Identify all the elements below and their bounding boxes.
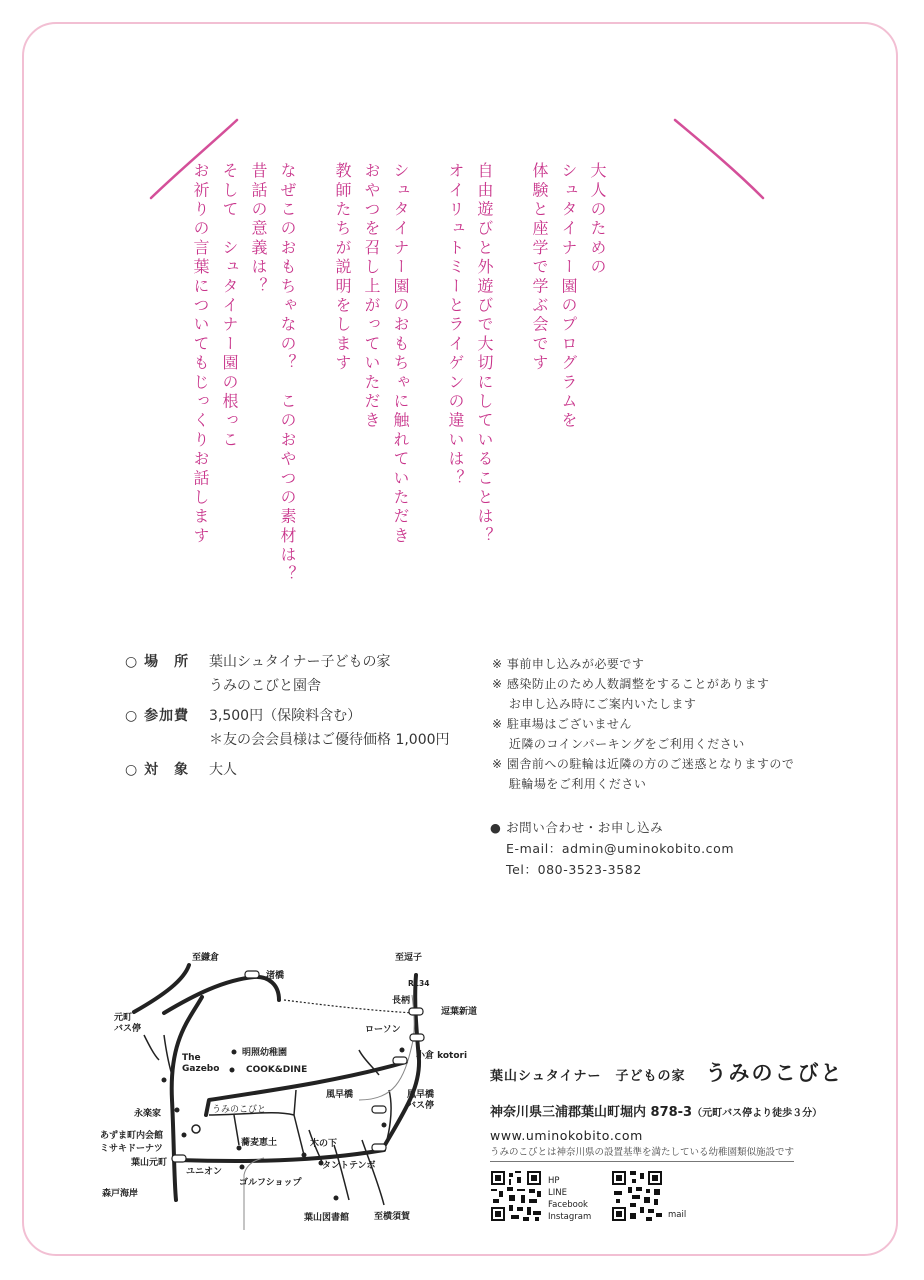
qr-code-hp[interactable] bbox=[491, 1171, 541, 1221]
note-line: お申し込み時にご案内いたします bbox=[492, 697, 697, 711]
event-details bbox=[125, 650, 450, 788]
note-line: ※ 事前申し込みが必要です bbox=[492, 657, 645, 671]
detail-value: 3,500円（保険料含む） bbox=[209, 708, 362, 724]
detail-value: ＊友の会会員様はご優待価格 1,000円 bbox=[209, 732, 450, 748]
detail-key: ○ 対 象 bbox=[125, 762, 190, 778]
map-label: 蕎麦恵土 bbox=[241, 1138, 278, 1148]
map-label: ゴルフショップ bbox=[239, 1178, 302, 1188]
notes-list bbox=[492, 654, 794, 794]
school-website[interactable]: www.uminokobito.com bbox=[490, 1128, 643, 1143]
map-label: The Gazebo bbox=[182, 1053, 220, 1074]
map-label: ユニオン bbox=[186, 1167, 223, 1177]
mail-label: mail bbox=[668, 1210, 687, 1220]
map-label: ミサキドーナツ bbox=[100, 1144, 163, 1154]
map-label: あずま町内会館 bbox=[100, 1131, 164, 1141]
detail-value: 葉山シュタイナー子どもの家 bbox=[209, 654, 391, 670]
note-line: ※ 感染防止のため人数調整をすることがあります bbox=[492, 677, 770, 691]
note-line: ※ 駐車場はございません bbox=[492, 717, 632, 731]
map-label: 逗葉新道 bbox=[441, 1007, 478, 1017]
map-label: 明照幼稚園 bbox=[242, 1048, 288, 1058]
map-label: COOK&DINE bbox=[246, 1065, 308, 1075]
school-name: 葉山シュタイナー 子どもの家 bbox=[490, 1069, 686, 1084]
map-label: 至鎌倉 bbox=[192, 953, 220, 963]
map-label: 永楽家 bbox=[134, 1109, 162, 1119]
map-label: 小倉 kotori bbox=[416, 1051, 468, 1061]
contact-block bbox=[490, 817, 734, 880]
contact-tel[interactable]: Tel：080-3523-3582 bbox=[506, 862, 642, 877]
map-label: R134 bbox=[408, 979, 430, 988]
school-info bbox=[490, 1057, 843, 1143]
note-line: 近隣のコインパーキングをご利用ください bbox=[492, 737, 745, 751]
map-label: 葉山元町 bbox=[131, 1158, 168, 1168]
map-label: 森戸海岸 bbox=[102, 1189, 139, 1199]
intro-text: 大人のための シュタイナー園のプログラムを 体験と座学で学ぶ会です 自由遊びと外遊びで大切にしていることは？ オイリュトミーとライゲンの違いは？ シュタイナー園のおもちゃに触れていただき おやつを召し上がっていただき 教師たちが説明をします なぜこのおもちゃなの？ このおやつの素材は？ 昔話の意義は？ そして シュタイナー園の根っこ お祈りの言葉についてもじっくりお話します bbox=[191, 162, 607, 585]
detail-value: うみのこびと園舎 bbox=[209, 678, 321, 694]
map-label: 至横須賀 bbox=[374, 1212, 411, 1222]
school-logo: うみのこびと bbox=[705, 1060, 844, 1085]
map-label: タントテンボ bbox=[322, 1161, 376, 1171]
map-label: 葉山図書館 bbox=[304, 1213, 350, 1223]
map-label: 至逗子 bbox=[395, 953, 423, 963]
map-label: ローソン bbox=[365, 1025, 401, 1035]
map-label: 風早橋バス停 bbox=[407, 1090, 435, 1111]
map-label: 風早橋 bbox=[326, 1090, 354, 1100]
school-address: 神奈川県三浦郡葉山町堀内 878-3（元町バス停より徒歩３分） bbox=[490, 1105, 823, 1120]
map-label: 木の下 bbox=[310, 1139, 338, 1149]
map-label: 長柄 bbox=[392, 996, 411, 1006]
access-map bbox=[94, 940, 494, 1230]
disclaimer: うみのこびとは神奈川県の設置基準を満たしている幼稚園類似施設です bbox=[490, 1144, 794, 1162]
qr-code-mail[interactable] bbox=[612, 1171, 662, 1221]
contact-email[interactable]: E-mail：admin@uminokobito.com bbox=[506, 841, 735, 856]
detail-value: 大人 bbox=[209, 762, 237, 778]
note-line: ※ 園舎前への駐輪は近隣の方のご迷惑となりますので bbox=[492, 757, 795, 771]
detail-key: ○ 場 所 bbox=[125, 654, 190, 670]
map-label: うみのこびと bbox=[212, 1105, 267, 1115]
map-label: 元町バス停 bbox=[114, 1013, 142, 1034]
qr-labels: HP LINE Facebook Instagram bbox=[548, 1176, 592, 1222]
note-line: 駐輪場をご利用ください bbox=[492, 777, 647, 791]
contact-title: ● お問い合わせ・お申し込み bbox=[490, 820, 664, 835]
map-label: 渚橋 bbox=[266, 971, 285, 981]
detail-key: ○ 参加費 bbox=[125, 708, 190, 724]
